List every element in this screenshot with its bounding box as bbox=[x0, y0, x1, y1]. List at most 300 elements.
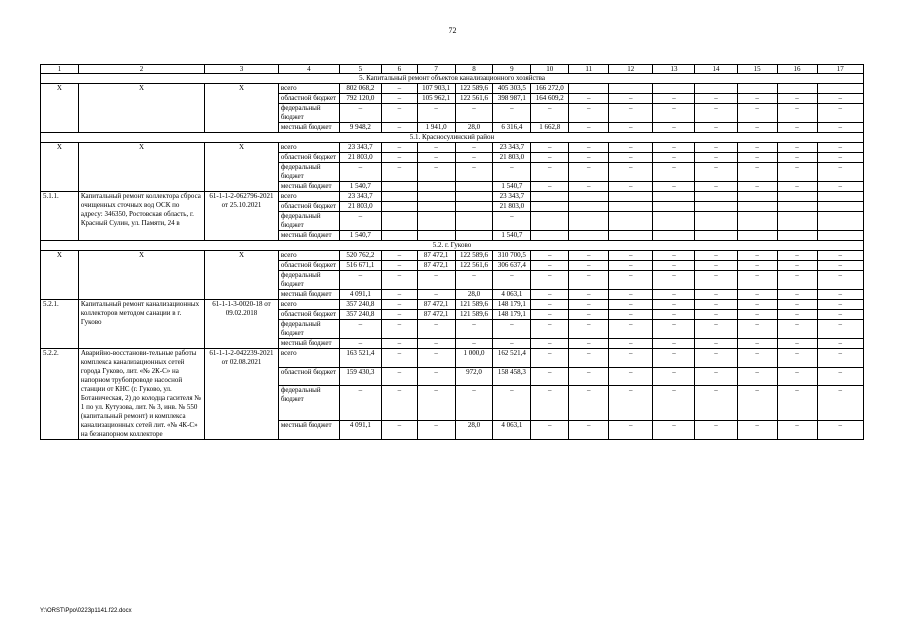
amount-cell: – bbox=[531, 367, 569, 386]
amount-cell: – bbox=[777, 421, 817, 440]
amount-cell: – bbox=[609, 182, 653, 192]
amount-cell: – bbox=[493, 271, 531, 290]
amount-cell: – bbox=[381, 339, 417, 349]
amount-cell: – bbox=[817, 290, 863, 300]
expertise-cell: Х bbox=[205, 84, 279, 133]
amount-cell: – bbox=[609, 123, 653, 133]
amount-cell: 792 120,0 bbox=[339, 94, 381, 104]
amount-cell: – bbox=[737, 143, 777, 153]
funding-source-cell: местный бюджет bbox=[278, 123, 339, 133]
amount-cell bbox=[777, 192, 817, 202]
amount-cell: – bbox=[695, 421, 737, 440]
amount-cell: 1 540,7 bbox=[339, 182, 381, 192]
amount-cell: – bbox=[531, 300, 569, 310]
amount-cell: – bbox=[817, 153, 863, 163]
amount-cell: – bbox=[339, 271, 381, 290]
expertise-cell: Х bbox=[205, 143, 279, 192]
amount-cell bbox=[653, 212, 695, 231]
amount-cell bbox=[737, 192, 777, 202]
amount-cell bbox=[381, 212, 417, 231]
amount-cell: – bbox=[653, 300, 695, 310]
amount-cell: – bbox=[531, 310, 569, 320]
amount-cell: – bbox=[381, 123, 417, 133]
amount-cell: 398 987,1 bbox=[493, 94, 531, 104]
amount-cell: – bbox=[339, 163, 381, 182]
amount-cell: – bbox=[817, 349, 863, 368]
amount-cell: 405 303,5 bbox=[493, 84, 531, 94]
amount-cell: – bbox=[531, 163, 569, 182]
amount-cell bbox=[609, 202, 653, 212]
funding-source-cell: областной бюджет bbox=[278, 94, 339, 104]
amount-cell: – bbox=[695, 290, 737, 300]
amount-cell: – bbox=[817, 104, 863, 123]
amount-cell: – bbox=[817, 339, 863, 349]
funding-source-cell: местный бюджет bbox=[278, 339, 339, 349]
amount-cell: – bbox=[569, 290, 609, 300]
amount-cell: – bbox=[737, 182, 777, 192]
amount-cell: – bbox=[493, 163, 531, 182]
amount-cell: – bbox=[737, 310, 777, 320]
funding-source-cell: областной бюджет bbox=[278, 261, 339, 271]
amount-cell: – bbox=[609, 386, 653, 421]
expertise-cell: 61-1-1-2-042239-2021 от 02.08.2021 bbox=[205, 349, 279, 440]
amount-cell: – bbox=[777, 153, 817, 163]
amount-cell: 148 179,1 bbox=[493, 300, 531, 310]
amount-cell: – bbox=[531, 182, 569, 192]
amount-cell: – bbox=[381, 300, 417, 310]
expertise-cell: 61-1-1-3-0020-18 от 09.02.2018 bbox=[205, 300, 279, 349]
column-number: 13 bbox=[653, 65, 695, 74]
column-number: 16 bbox=[777, 65, 817, 74]
table-row bbox=[41, 143, 864, 153]
amount-cell: 105 962,1 bbox=[417, 94, 455, 104]
amount-cell: – bbox=[695, 153, 737, 163]
amount-cell: – bbox=[695, 271, 737, 290]
amount-cell: – bbox=[381, 290, 417, 300]
amount-cell: – bbox=[817, 310, 863, 320]
amount-cell: 158 458,3 bbox=[493, 367, 531, 386]
amount-cell: – bbox=[777, 251, 817, 261]
amount-cell: – bbox=[777, 349, 817, 368]
amount-cell: – bbox=[817, 421, 863, 440]
column-number: 17 bbox=[817, 65, 863, 74]
amount-cell: – bbox=[609, 251, 653, 261]
amount-cell: – bbox=[817, 261, 863, 271]
amount-cell: 23 343,7 bbox=[339, 143, 381, 153]
funding-source-cell: всего bbox=[278, 143, 339, 153]
amount-cell: – bbox=[695, 94, 737, 104]
section-title: 5.1. Красносулинский район bbox=[41, 133, 864, 143]
amount-cell: – bbox=[381, 84, 417, 94]
amount-cell: 87 472,1 bbox=[417, 300, 455, 310]
amount-cell: – bbox=[653, 94, 695, 104]
amount-cell: 87 472,1 bbox=[417, 251, 455, 261]
column-number: 2 bbox=[78, 65, 204, 74]
amount-cell bbox=[777, 231, 817, 241]
funding-source-cell: областной бюджет bbox=[278, 153, 339, 163]
amount-cell: – bbox=[339, 339, 381, 349]
amount-cell: – bbox=[569, 310, 609, 320]
item-number-cell: Х bbox=[41, 143, 79, 192]
column-number: 15 bbox=[737, 65, 777, 74]
amount-cell: 4 063,1 bbox=[493, 421, 531, 440]
amount-cell: 9 948,2 bbox=[339, 123, 381, 133]
amount-cell: – bbox=[531, 349, 569, 368]
amount-cell bbox=[455, 231, 493, 241]
budget-table bbox=[40, 64, 864, 440]
funding-source-cell: областной бюджет bbox=[278, 310, 339, 320]
amount-cell bbox=[817, 231, 863, 241]
amount-cell: – bbox=[695, 320, 737, 339]
amount-cell: – bbox=[777, 386, 817, 421]
amount-cell: – bbox=[777, 290, 817, 300]
amount-cell: 28,0 bbox=[455, 421, 493, 440]
amount-cell: 310 700,5 bbox=[493, 251, 531, 261]
amount-cell bbox=[569, 192, 609, 202]
amount-cell bbox=[569, 202, 609, 212]
table-row bbox=[41, 349, 864, 368]
amount-cell: – bbox=[653, 290, 695, 300]
amount-cell: – bbox=[695, 261, 737, 271]
amount-cell bbox=[737, 212, 777, 231]
amount-cell: – bbox=[817, 163, 863, 182]
item-name-cell: Капитальный ремонт коллектора сброса очищенных сточных вод ОСК по адресу: 346350, Ростовская область, г. Красный Сулин, ул. Памяти, 24 в bbox=[78, 192, 204, 241]
amount-cell: – bbox=[417, 143, 455, 153]
amount-cell: – bbox=[737, 251, 777, 261]
amount-cell: – bbox=[653, 310, 695, 320]
amount-cell bbox=[417, 182, 455, 192]
amount-cell: 122 589,6 bbox=[455, 251, 493, 261]
amount-cell: – bbox=[339, 386, 381, 421]
amount-cell: 162 521,4 bbox=[493, 349, 531, 368]
amount-cell: – bbox=[817, 251, 863, 261]
amount-cell: – bbox=[695, 349, 737, 368]
amount-cell bbox=[695, 231, 737, 241]
amount-cell bbox=[531, 231, 569, 241]
amount-cell: – bbox=[569, 143, 609, 153]
amount-cell bbox=[609, 212, 653, 231]
amount-cell bbox=[531, 192, 569, 202]
amount-cell: – bbox=[653, 271, 695, 290]
amount-cell: – bbox=[777, 94, 817, 104]
amount-cell: – bbox=[737, 386, 777, 421]
amount-cell bbox=[695, 202, 737, 212]
amount-cell: – bbox=[777, 300, 817, 310]
amount-cell: – bbox=[455, 271, 493, 290]
item-number-cell: 5.2.2. bbox=[41, 349, 79, 440]
amount-cell: – bbox=[653, 349, 695, 368]
amount-cell bbox=[695, 192, 737, 202]
amount-cell: – bbox=[653, 386, 695, 421]
column-number: 5 bbox=[339, 65, 381, 74]
amount-cell: – bbox=[417, 153, 455, 163]
amount-cell: – bbox=[531, 143, 569, 153]
funding-source-cell: местный бюджет bbox=[278, 182, 339, 192]
amount-cell: 23 343,7 bbox=[339, 192, 381, 202]
amount-cell: – bbox=[417, 421, 455, 440]
amount-cell: – bbox=[737, 163, 777, 182]
amount-cell: 23 343,7 bbox=[493, 192, 531, 202]
amount-cell: – bbox=[695, 367, 737, 386]
amount-cell: – bbox=[455, 386, 493, 421]
amount-cell: 121 589,6 bbox=[455, 300, 493, 310]
funding-source-cell: федеральный бюджет bbox=[278, 104, 339, 123]
amount-cell: – bbox=[417, 320, 455, 339]
amount-cell: – bbox=[653, 320, 695, 339]
amount-cell: – bbox=[737, 290, 777, 300]
amount-cell bbox=[417, 212, 455, 231]
amount-cell: 306 637,4 bbox=[493, 261, 531, 271]
funding-source-cell: местный бюджет bbox=[278, 290, 339, 300]
amount-cell: – bbox=[381, 367, 417, 386]
amount-cell: – bbox=[817, 123, 863, 133]
amount-cell: – bbox=[695, 251, 737, 261]
amount-cell bbox=[609, 231, 653, 241]
amount-cell bbox=[695, 212, 737, 231]
amount-cell: – bbox=[695, 310, 737, 320]
amount-cell: – bbox=[817, 367, 863, 386]
funding-source-cell: федеральный бюджет bbox=[278, 320, 339, 339]
item-name-cell: Х bbox=[78, 84, 204, 133]
amount-cell bbox=[569, 231, 609, 241]
amount-cell: – bbox=[455, 320, 493, 339]
amount-cell bbox=[531, 212, 569, 231]
amount-cell bbox=[531, 202, 569, 212]
amount-cell: – bbox=[817, 143, 863, 153]
amount-cell: 21 803,0 bbox=[339, 202, 381, 212]
section-title: 5. Капитальный ремонт объектов канализационного хозяйства bbox=[41, 74, 864, 84]
amount-cell: 21 803,0 bbox=[493, 153, 531, 163]
amount-cell: – bbox=[777, 367, 817, 386]
table-row bbox=[41, 300, 864, 310]
column-number: 14 bbox=[695, 65, 737, 74]
amount-cell: – bbox=[695, 300, 737, 310]
funding-source-cell: областной бюджет bbox=[278, 367, 339, 386]
amount-cell bbox=[381, 202, 417, 212]
amount-cell: – bbox=[817, 271, 863, 290]
amount-cell: – bbox=[609, 367, 653, 386]
amount-cell: – bbox=[339, 320, 381, 339]
amount-cell: – bbox=[569, 182, 609, 192]
item-name-cell: Капитальный ремонт канализационных коллекторов методом санации в г. Гуково bbox=[78, 300, 204, 349]
amount-cell: – bbox=[817, 94, 863, 104]
column-number: 6 bbox=[381, 65, 417, 74]
column-number: 4 bbox=[278, 65, 339, 74]
amount-cell: – bbox=[653, 163, 695, 182]
amount-cell bbox=[417, 231, 455, 241]
amount-cell: – bbox=[817, 386, 863, 421]
amount-cell: – bbox=[737, 94, 777, 104]
amount-cell: – bbox=[653, 153, 695, 163]
amount-cell: – bbox=[817, 300, 863, 310]
amount-cell bbox=[569, 84, 609, 94]
amount-cell bbox=[737, 231, 777, 241]
column-number: 11 bbox=[569, 65, 609, 74]
amount-cell: – bbox=[531, 421, 569, 440]
funding-source-cell: федеральный бюджет bbox=[278, 163, 339, 182]
amount-cell: – bbox=[531, 290, 569, 300]
amount-cell: – bbox=[609, 271, 653, 290]
amount-cell: – bbox=[381, 310, 417, 320]
column-number: 9 bbox=[493, 65, 531, 74]
amount-cell: 107 903,1 bbox=[417, 84, 455, 94]
amount-cell: 28,0 bbox=[455, 123, 493, 133]
column-number: 10 bbox=[531, 65, 569, 74]
amount-cell: – bbox=[695, 339, 737, 349]
amount-cell: – bbox=[493, 212, 531, 231]
amount-cell: – bbox=[653, 123, 695, 133]
amount-cell: – bbox=[653, 367, 695, 386]
amount-cell: – bbox=[381, 320, 417, 339]
amount-cell: – bbox=[381, 251, 417, 261]
funding-source-cell: всего bbox=[278, 192, 339, 202]
amount-cell: – bbox=[569, 386, 609, 421]
amount-cell: – bbox=[339, 212, 381, 231]
amount-cell: – bbox=[531, 386, 569, 421]
funding-source-cell: всего bbox=[278, 349, 339, 368]
amount-cell bbox=[653, 192, 695, 202]
amount-cell: 520 762,2 bbox=[339, 251, 381, 261]
amount-cell: – bbox=[695, 123, 737, 133]
amount-cell bbox=[381, 182, 417, 192]
table-row bbox=[41, 192, 864, 202]
amount-cell: 6 316,4 bbox=[493, 123, 531, 133]
amount-cell: – bbox=[569, 261, 609, 271]
amount-cell: – bbox=[737, 271, 777, 290]
amount-cell: 87 472,1 bbox=[417, 261, 455, 271]
amount-cell bbox=[417, 192, 455, 202]
amount-cell: – bbox=[381, 104, 417, 123]
amount-cell: – bbox=[493, 104, 531, 123]
page-number: 72 bbox=[448, 26, 457, 35]
amount-cell: – bbox=[653, 261, 695, 271]
funding-source-cell: федеральный бюджет bbox=[278, 271, 339, 290]
amount-cell: – bbox=[455, 163, 493, 182]
amount-cell: – bbox=[777, 339, 817, 349]
amount-cell: – bbox=[381, 271, 417, 290]
amount-cell: – bbox=[569, 104, 609, 123]
amount-cell bbox=[777, 202, 817, 212]
amount-cell: – bbox=[339, 104, 381, 123]
amount-cell bbox=[417, 202, 455, 212]
amount-cell: – bbox=[737, 104, 777, 123]
amount-cell: – bbox=[737, 123, 777, 133]
amount-cell: – bbox=[609, 320, 653, 339]
amount-cell bbox=[455, 202, 493, 212]
amount-cell: – bbox=[493, 386, 531, 421]
amount-cell: – bbox=[381, 261, 417, 271]
expertise-cell: Х bbox=[205, 251, 279, 300]
amount-cell: – bbox=[777, 143, 817, 153]
amount-cell: – bbox=[455, 339, 493, 349]
amount-cell: – bbox=[777, 123, 817, 133]
amount-cell: – bbox=[417, 349, 455, 368]
amount-cell bbox=[777, 212, 817, 231]
amount-cell: 23 343,7 bbox=[493, 143, 531, 153]
amount-cell: – bbox=[455, 104, 493, 123]
amount-cell: – bbox=[653, 143, 695, 153]
amount-cell: – bbox=[609, 349, 653, 368]
amount-cell: 87 472,1 bbox=[417, 310, 455, 320]
amount-cell bbox=[455, 212, 493, 231]
column-number: 3 bbox=[205, 65, 279, 74]
amount-cell: – bbox=[609, 153, 653, 163]
amount-cell: – bbox=[653, 339, 695, 349]
amount-cell: – bbox=[417, 271, 455, 290]
amount-cell: – bbox=[493, 320, 531, 339]
amount-cell: 1 000,0 bbox=[455, 349, 493, 368]
amount-cell bbox=[817, 84, 863, 94]
amount-cell: 21 803,0 bbox=[493, 202, 531, 212]
amount-cell: – bbox=[777, 320, 817, 339]
amount-cell bbox=[777, 84, 817, 94]
amount-cell: 972,0 bbox=[455, 367, 493, 386]
amount-cell: – bbox=[609, 143, 653, 153]
amount-cell: – bbox=[531, 271, 569, 290]
amount-cell: 4 091,1 bbox=[339, 290, 381, 300]
amount-cell: 357 240,8 bbox=[339, 300, 381, 310]
amount-cell: 802 068,2 bbox=[339, 84, 381, 94]
amount-cell: – bbox=[777, 163, 817, 182]
amount-cell: – bbox=[609, 104, 653, 123]
item-number-cell: 5.2.1. bbox=[41, 300, 79, 349]
amount-cell: – bbox=[695, 386, 737, 421]
amount-cell: – bbox=[609, 339, 653, 349]
amount-cell: – bbox=[569, 421, 609, 440]
amount-cell: – bbox=[531, 104, 569, 123]
amount-cell: – bbox=[817, 182, 863, 192]
amount-cell: – bbox=[569, 153, 609, 163]
amount-cell: 163 521,4 bbox=[339, 349, 381, 368]
funding-source-cell: всего bbox=[278, 251, 339, 261]
amount-cell: – bbox=[569, 251, 609, 261]
amount-cell: – bbox=[609, 421, 653, 440]
amount-cell: – bbox=[777, 310, 817, 320]
section-title: 5.2. г. Гуково bbox=[41, 241, 864, 251]
item-number-cell: Х bbox=[41, 251, 79, 300]
amount-cell: – bbox=[569, 163, 609, 182]
amount-cell bbox=[381, 192, 417, 202]
amount-cell: 1 662,8 bbox=[531, 123, 569, 133]
amount-cell: 1 540,7 bbox=[339, 231, 381, 241]
amount-cell: – bbox=[737, 349, 777, 368]
column-number: 8 bbox=[455, 65, 493, 74]
header-row bbox=[41, 65, 864, 74]
amount-cell: – bbox=[569, 300, 609, 310]
amount-cell bbox=[817, 202, 863, 212]
funding-source-cell: федеральный бюджет bbox=[278, 386, 339, 421]
amount-cell: – bbox=[417, 339, 455, 349]
item-number-cell: 5.1.1. bbox=[41, 192, 79, 241]
amount-cell: 166 272,0 bbox=[531, 84, 569, 94]
file-path-footer: Y:\ORST\Ppo\0223p1141.f22.docx bbox=[40, 608, 132, 614]
item-name-cell: Х bbox=[78, 143, 204, 192]
amount-cell bbox=[695, 84, 737, 94]
amount-cell bbox=[817, 212, 863, 231]
expertise-cell: 61-1-1-2-062796-2021 от 25.10.2021 bbox=[205, 192, 279, 241]
funding-source-cell: всего bbox=[278, 84, 339, 94]
column-number: 1 bbox=[41, 65, 79, 74]
section-row bbox=[41, 241, 864, 251]
amount-cell bbox=[737, 202, 777, 212]
amount-cell: 1 941,0 bbox=[417, 123, 455, 133]
amount-cell: – bbox=[455, 153, 493, 163]
amount-cell: – bbox=[737, 320, 777, 339]
amount-cell: – bbox=[569, 349, 609, 368]
amount-cell: – bbox=[531, 320, 569, 339]
amount-cell: – bbox=[531, 251, 569, 261]
amount-cell bbox=[653, 202, 695, 212]
